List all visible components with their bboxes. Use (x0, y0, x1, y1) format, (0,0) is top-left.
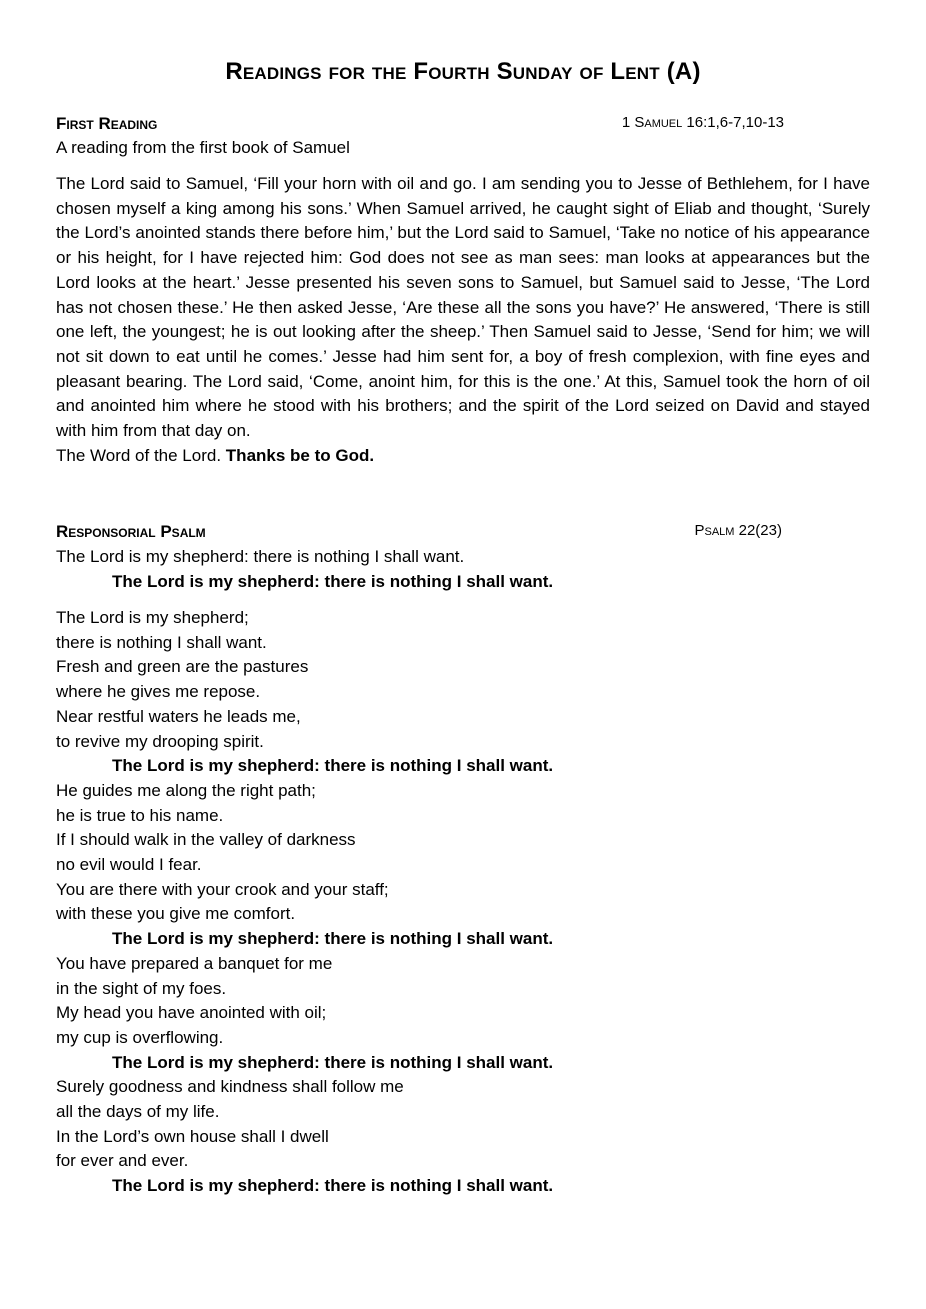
psalm-line: Surely goodness and kindness shall follow me (56, 1077, 404, 1097)
first-reading-closing: The Word of the Lord. (56, 445, 222, 465)
psalm-line: In the Lord’s own house shall I dwell (56, 1126, 329, 1146)
psalm-line: The Lord is my shepherd; (56, 608, 249, 627)
psalm-line: my cup is overflowing. (56, 1027, 224, 1047)
psalm-line: in the sight of my foes. (56, 978, 227, 998)
psalm-line: with these you give me comfort. (56, 904, 296, 924)
first-reading-label: First Reading (56, 114, 158, 133)
psalm-line: My head you have anointed with oil; (56, 1003, 327, 1023)
psalm-verses (56, 606, 816, 1199)
psalm-line: to revive my drooping spirit. (56, 731, 264, 751)
psalm-line: where he gives me repose. (56, 682, 261, 702)
psalm-antiphon (56, 545, 816, 594)
first-reading-response: Thanks be to God. (225, 445, 375, 465)
psalm-line: he is true to his name. (56, 805, 224, 825)
first-reading-text: The Lord said to Samuel, ‘Fill your horn with oil and go. I am sending you to Jesse of Bethlehem, for I have chosen myself a king among his sons.’ When Samuel arrived, he caught sight of Eliab and thought, ‘Surely the Lord’s anointed stands there before him,’ but the Lord said to Samuel, ‘Take no notice of his appearance or his height, for I have rejected him: God does not see as man sees: man looks at appearances but the Lord looks at the heart.’ Jesse presented his seven sons to Samuel, but Samuel said to Jesse, ‘The Lord has not chosen these.’ He then asked Jesse, ‘Are these all the sons you have?’ He answered, ‘There is still one left, the youngest; he is out looking after the sheep.’ Then Samuel said to Jesse, ‘Send for him; we will not sit down to eat until he comes.’ Jesse had him sent for, a boy of fresh complexion, with fine eyes and pleasant bearing. The Lord said, ‘Come, anoint him, for this is the one.’ At this, Samuel took the horn of oil and anointed him where he stood with his brothers; and the spirit of the Lord seized on David and stayed with him from that day on. (56, 174, 870, 441)
first-reading-reference: 1 Samuel 16:1,6-7,10-13 (621, 114, 784, 131)
psalm-response: The Lord is my shepherd: there is nothing I shall want. (112, 571, 554, 591)
psalm-line: He guides me along the right path; (56, 780, 316, 800)
first-reading-header (56, 114, 786, 138)
psalm-line: If I should walk in the valley of darkness (56, 830, 356, 850)
psalm-line: no evil would I fear. (56, 855, 202, 875)
psalm-response: The Lord is my shepherd: there is nothing I shall want. (112, 1176, 554, 1196)
psalm-header (56, 522, 786, 546)
psalm-line: Near restful waters he leads me, (56, 706, 301, 726)
psalm-response: The Lord is my shepherd: there is nothing I shall want. (112, 929, 554, 949)
psalm-response: The Lord is my shepherd: there is nothing I shall want. (112, 1052, 554, 1072)
psalm-label: Responsorial Psalm (56, 522, 206, 541)
first-reading-intro: A reading from the first book of Samuel (56, 138, 350, 157)
psalm-line: Fresh and green are the pastures (56, 657, 309, 677)
first-reading-closing-line (56, 444, 870, 469)
psalm-line: there is nothing I shall want. (56, 632, 267, 652)
psalm-line: You have prepared a banquet for me (56, 953, 333, 973)
psalm-antiphon-lead: The Lord is my shepherd: there is nothing I shall want. (56, 547, 465, 566)
psalm-reference: Psalm 22(23) (694, 522, 782, 539)
psalm-response: The Lord is my shepherd: there is nothing I shall want. (112, 756, 554, 776)
page-title: Readings for the Fourth Sunday of Lent (A) (225, 58, 701, 85)
psalm-line: You are there with your crook and your staff; (56, 879, 389, 899)
psalm-line: for ever and ever. (56, 1151, 189, 1171)
psalm-line: all the days of my life. (56, 1102, 220, 1122)
first-reading-body (56, 172, 870, 468)
